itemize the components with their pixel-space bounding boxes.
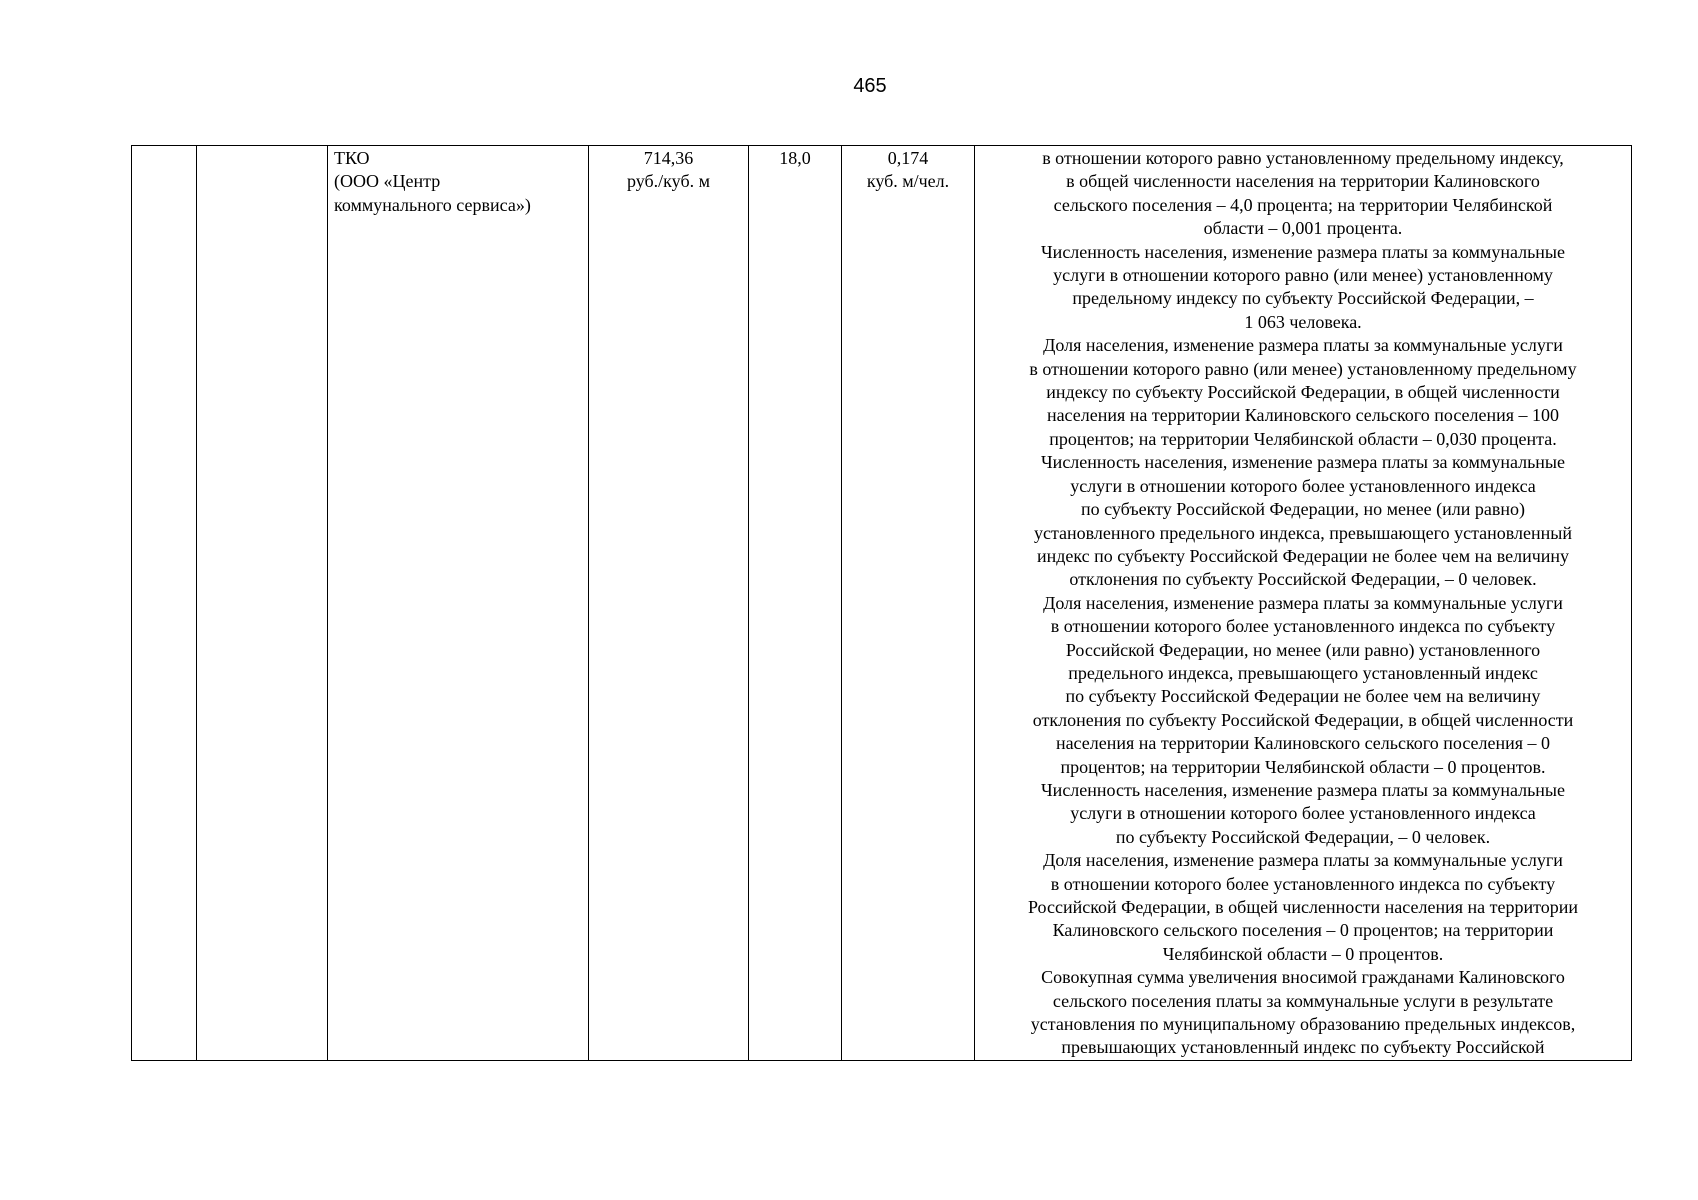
description-line: отклонения по субъекту Российской Федерации, в общей численности xyxy=(1032,709,1574,730)
description-line: процентов; на территории Челябинской области – 0,030 процента. xyxy=(1049,428,1557,449)
description-line: Численность населения, изменение размера платы за коммунальные xyxy=(1040,452,1566,473)
description-line: предельному индексу по субъекту Российской Федерации, – xyxy=(1072,288,1534,309)
tariff-unit: руб./куб. м xyxy=(627,171,710,192)
description-line: отклонения по субъекту Российской Федерации, – 0 человек. xyxy=(1069,569,1537,590)
service-line: (ООО «Центр xyxy=(334,171,441,192)
description-line: сельского поселения платы за коммунальные услуги в результате xyxy=(1052,990,1554,1011)
description-line: предельного индекса, превышающего установленный индекс xyxy=(1068,662,1538,683)
description-line: Доля населения, изменение размера платы за коммунальные услуги xyxy=(1043,850,1563,871)
description-line: по субъекту Российской Федерации, но менее (или равно) xyxy=(1081,499,1525,520)
table-cell-municipality xyxy=(197,146,328,1061)
page-number: 465 xyxy=(853,75,887,97)
description-line: в отношении которого более установленного индекса по субъекту xyxy=(1050,873,1556,894)
description-line: сельского поселения – 4,0 процента; на территории Челябинской xyxy=(1053,194,1553,215)
description-line: услуги в отношении которого более установленного индекса xyxy=(1070,803,1536,824)
table-cell-index: 18,0 xyxy=(749,146,842,1061)
description-line: в отношении которого более установленного индекса по субъекту xyxy=(1050,616,1556,637)
description-line: Численность населения, изменение размера платы за коммунальные xyxy=(1040,241,1566,262)
description-line: Челябинской области – 0 процентов. xyxy=(1162,943,1444,964)
description-line: по субъекту Российской Федерации не более чем на величину xyxy=(1065,686,1541,707)
description-line: установленного предельного индекса, превышающего установленный xyxy=(1033,522,1573,543)
description-line: в отношении которого равно (или менее) установленному предельному xyxy=(1029,358,1577,379)
description-line: установления по муниципальному образованию предельных индексов, xyxy=(1030,1014,1576,1035)
description-line: в отношении которого равно установленному предельному индексу, xyxy=(1042,148,1564,168)
table-cell-tariff xyxy=(589,146,749,1061)
table-cell-service xyxy=(328,146,589,1061)
description-line: Российской Федерации, но менее (или равно) установленного xyxy=(1065,639,1541,660)
description-line: Совокупная сумма увеличения вносимой гражданами Калиновского xyxy=(1041,967,1565,988)
norm-value: 0,174 xyxy=(887,148,929,168)
description-line: населения на территории Калиновского сельского поселения – 0 xyxy=(1055,733,1551,754)
description-line: области – 0,001 процента. xyxy=(1203,218,1403,239)
description-line: Калиновского сельского поселения – 0 процентов; на территории xyxy=(1052,920,1554,941)
tariff-value: 714,36 xyxy=(643,148,694,168)
description-line: процентов; на территории Челябинской области – 0 процентов. xyxy=(1060,756,1546,777)
description-line: Доля населения, изменение размера платы за коммунальные услуги xyxy=(1043,592,1563,613)
description-line: по субъекту Российской Федерации, – 0 человек. xyxy=(1115,826,1491,847)
description-line: 1 063 человека. xyxy=(1244,311,1362,332)
table-cell-description xyxy=(975,146,1632,1061)
description-line: индекс по субъекту Российской Федерации не более чем на величину xyxy=(1036,545,1570,566)
description-line: превышающих установленный индекс по субъекту Российской xyxy=(1061,1037,1545,1058)
description-line: индексу по субъекту Российской Федерации, в общей численности xyxy=(1046,382,1560,403)
table-cell-norm xyxy=(842,146,975,1061)
table-cell-number xyxy=(132,146,197,1061)
description-line: в общей численности населения на территории Калиновского xyxy=(1066,171,1540,192)
description-line: населения на территории Калиновского сельского поселения – 100 xyxy=(1046,405,1560,426)
norm-unit: куб. м/чел. xyxy=(866,171,950,192)
description-line: услуги в отношении которого равно (или менее) установленному xyxy=(1053,265,1553,286)
description-line: Численность населения, изменение размера платы за коммунальные xyxy=(1040,779,1566,800)
description-line: Российской Федерации, в общей численности населения на территории xyxy=(1027,897,1579,917)
data-table xyxy=(131,145,1632,1061)
description-line: Доля населения, изменение размера платы за коммунальные услуги xyxy=(1043,335,1563,356)
description-line: услуги в отношении которого более установленного индекса xyxy=(1070,475,1536,496)
table-row xyxy=(132,146,1632,1061)
service-line: ТКО xyxy=(334,148,370,168)
service-line: коммунального сервиса») xyxy=(334,194,531,215)
